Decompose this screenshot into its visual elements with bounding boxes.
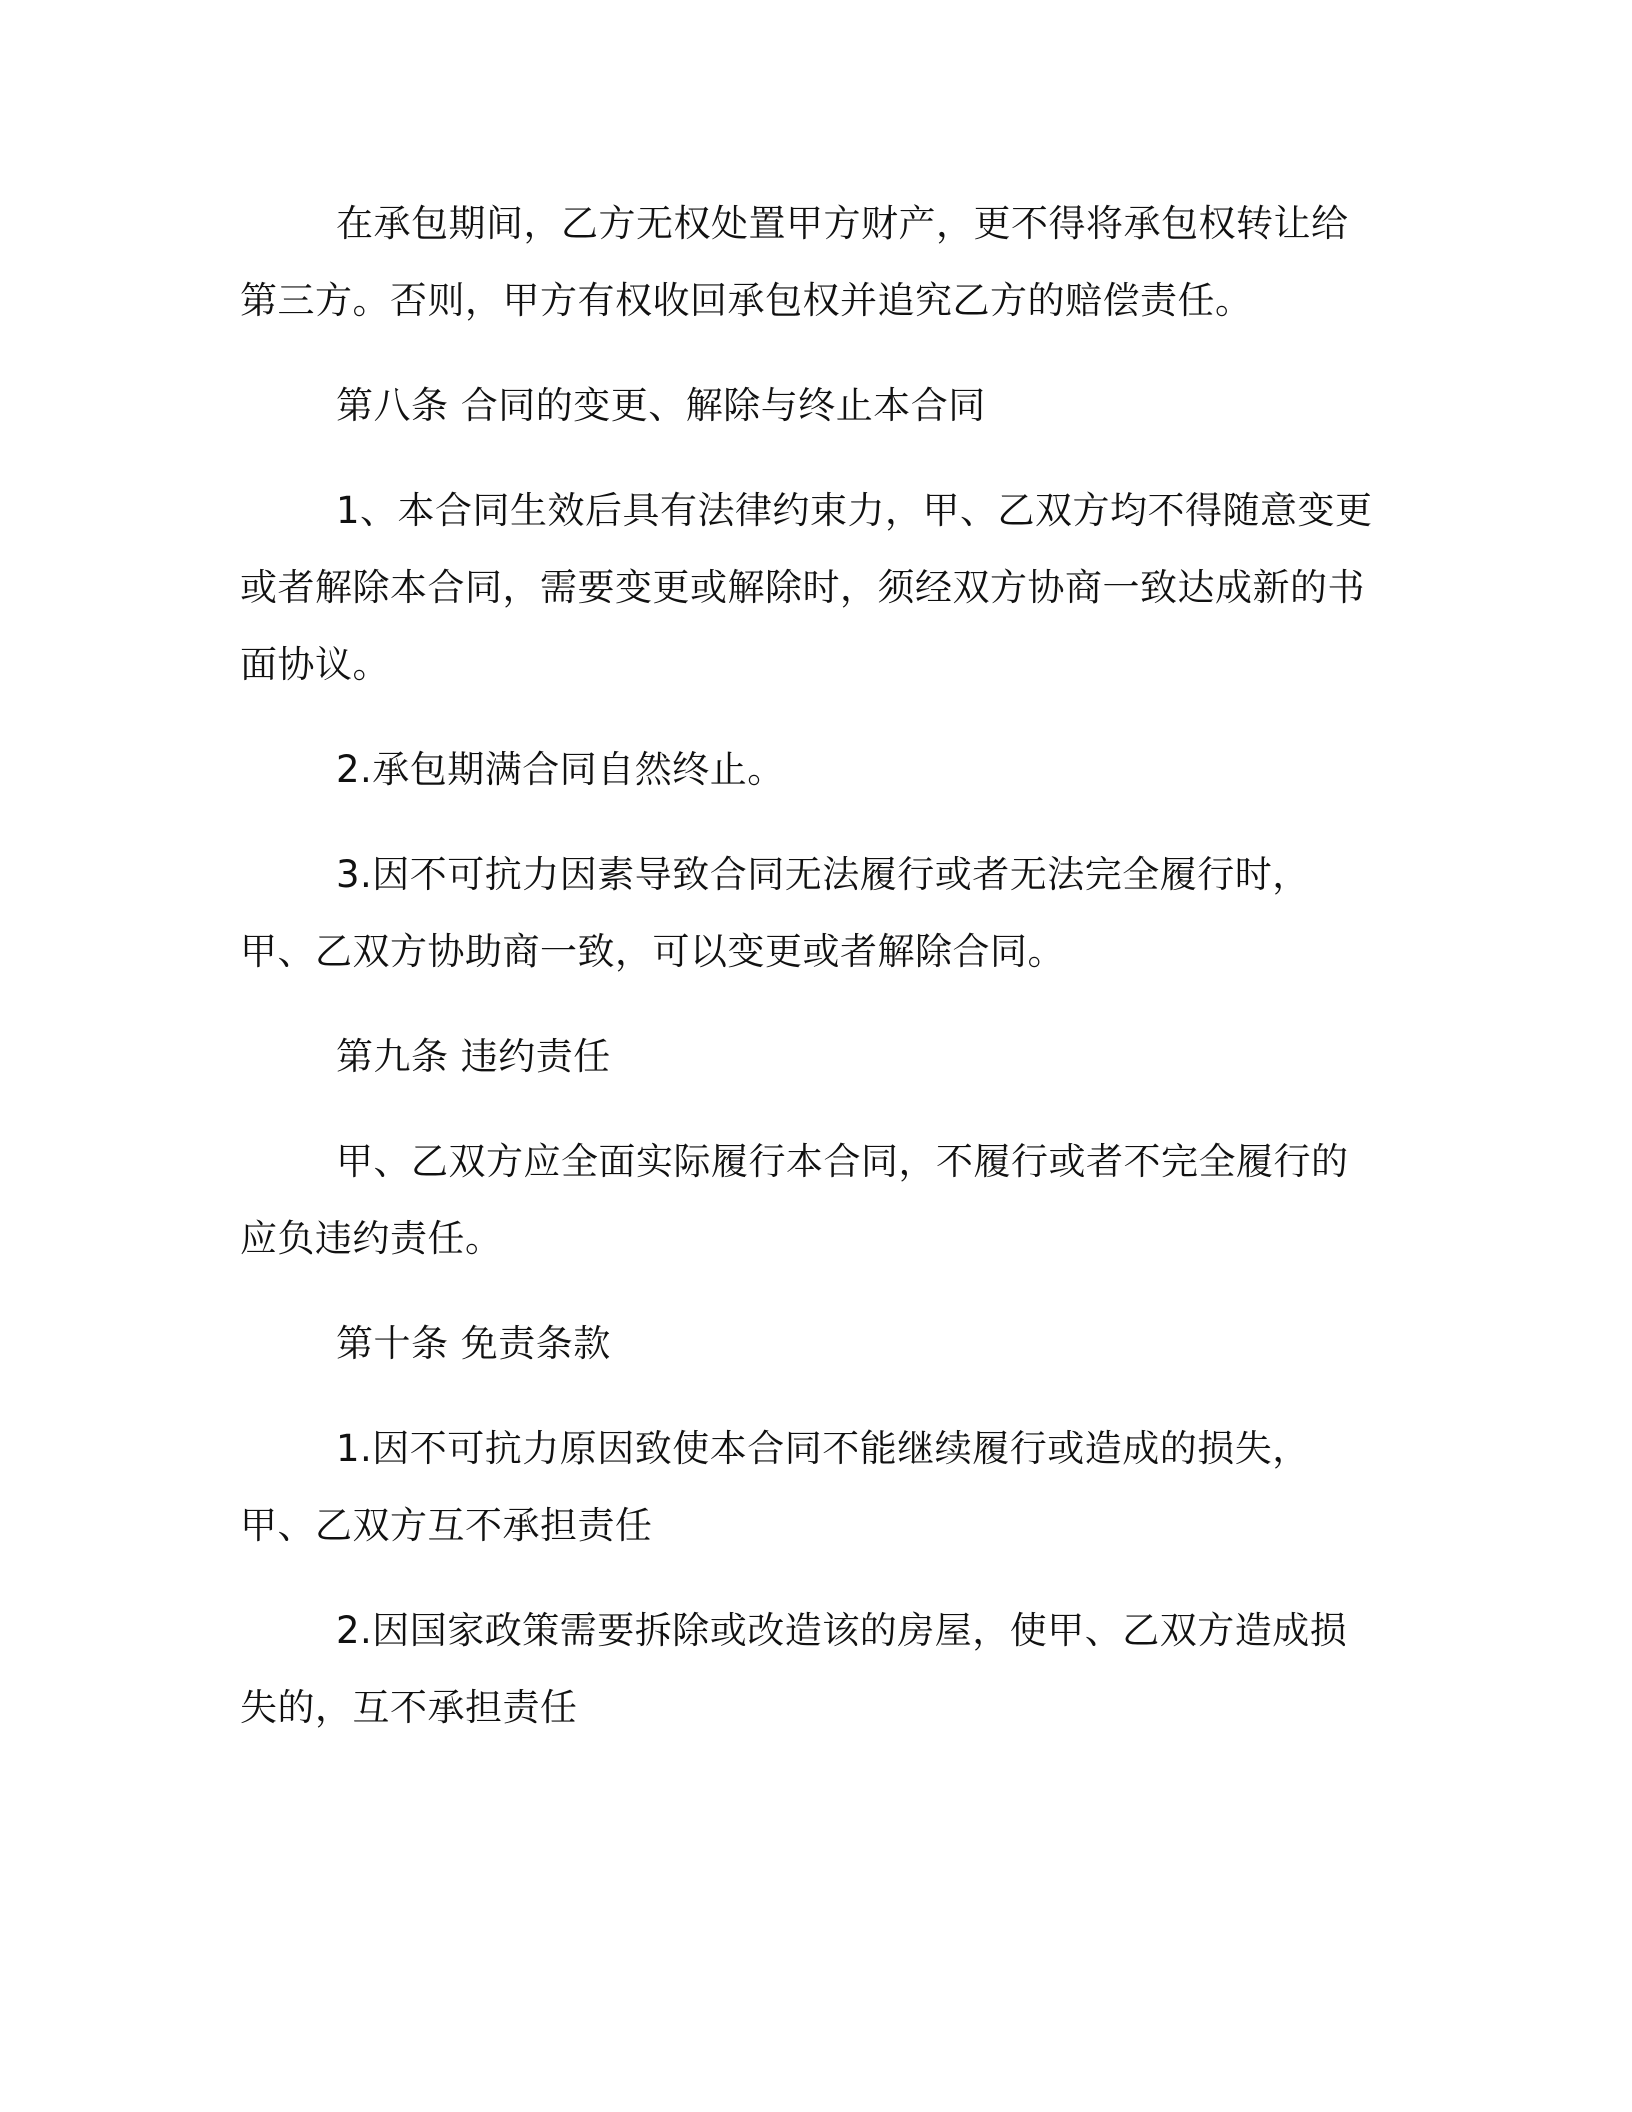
paragraph-article-8-item-2: 2.承包期满合同自然终止。 xyxy=(336,748,785,791)
paragraph-article-8-item-1: 1、本合同生效后具有法律约束力，甲、乙双方均不得随意变更或者解除本合同，需要变更或解除时，须经双方协商一致达成新的书面协议。 xyxy=(240,489,1373,686)
paragraph-article-9-body: 甲、乙双方应全面实际履行本合同，不履行或者不完全履行的应负违约责任。 xyxy=(240,1140,1349,1260)
paragraph-article-8-item-3: 3.因不可抗力因素导致合同无法履行或者无法完全履行时，甲、乙双方协助商一致，可以变更或者解除合同。 xyxy=(240,853,1310,973)
paragraph-article-10-item-1: 1.因不可抗力原因致使本合同不能继续履行或造成的损失，甲、乙双方互不承担责任 xyxy=(240,1427,1310,1547)
heading-article-9: 第九条 违约责任 xyxy=(336,1035,611,1078)
heading-article-8: 第八条 合同的变更、解除与终止本合同 xyxy=(336,384,986,427)
heading-article-10: 第十条 免责条款 xyxy=(336,1322,611,1365)
document-body xyxy=(240,185,1380,1774)
paragraph-asset-disposal: 在承包期间，乙方无权处置甲方财产，更不得将承包权转让给第三方。否则，甲方有权收回承包权并追究乙方的赔偿责任。 xyxy=(240,202,1349,322)
paragraph-article-10-item-2: 2.因国家政策需要拆除或改造该的房屋，使甲、乙双方造成损失的，互不承担责任 xyxy=(240,1609,1348,1729)
